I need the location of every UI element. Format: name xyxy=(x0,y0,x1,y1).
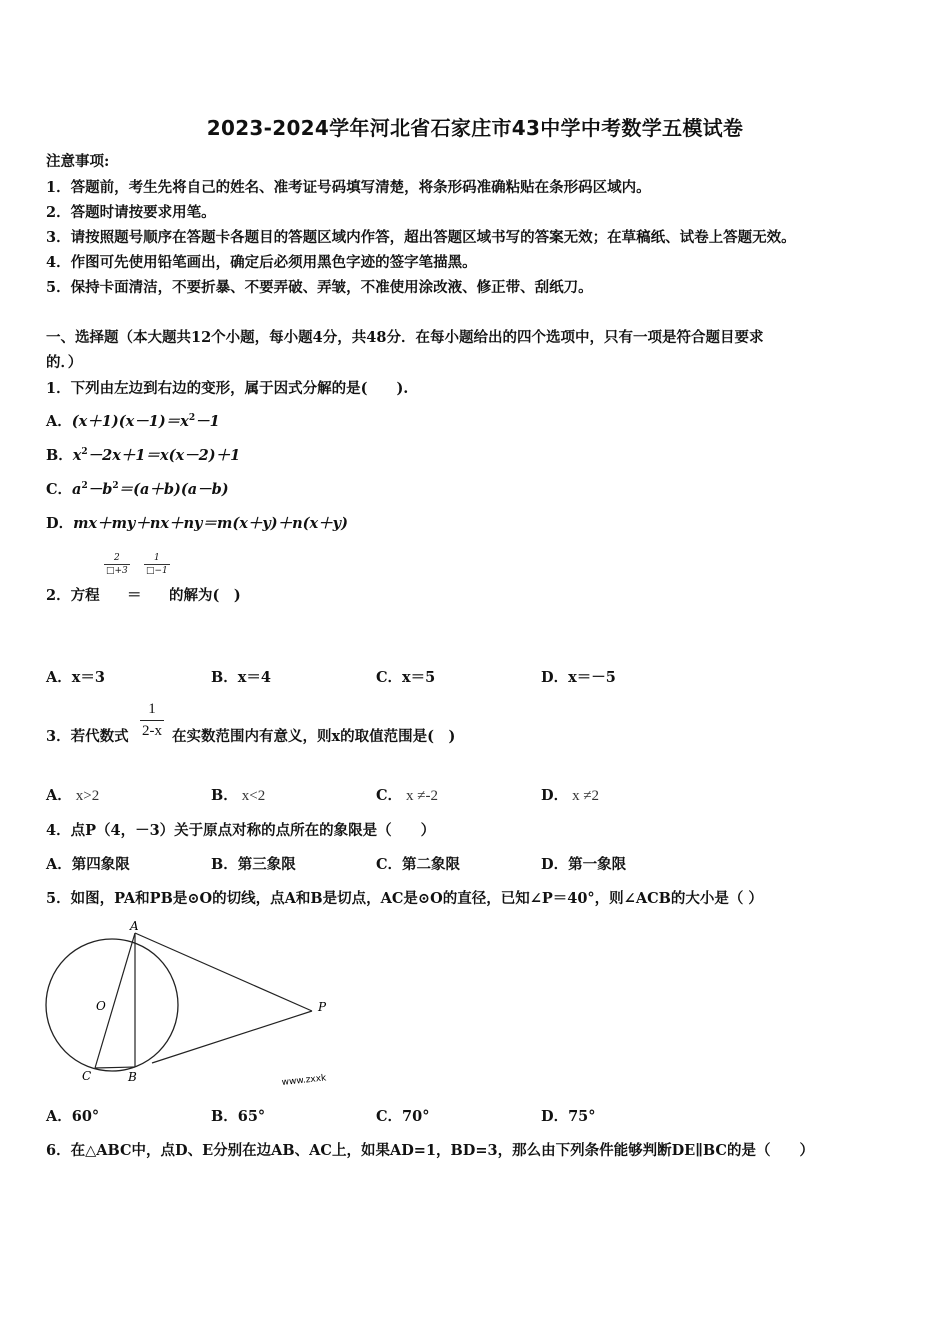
q1-stem: 1．下列由左边到右边的变形，属于因式分解的是( ). xyxy=(46,380,409,397)
q2-equals: ＝ xyxy=(127,587,142,604)
q2-fraction-2 xyxy=(144,553,170,576)
q5-option-c: C．70° xyxy=(376,1108,430,1125)
q3-prefix: 3．若代数式 xyxy=(46,728,129,745)
q5-stem: 5．如图，PA和PB是⊙O的切线，点A和B是切点，AC是⊙O的直径，已知∠P＝40°，则∠ACB的大小是（ ） xyxy=(46,890,763,907)
q1-option-a-label: A． xyxy=(46,413,72,430)
q2-prefix: 2．方程 xyxy=(46,587,100,604)
label-a: A xyxy=(130,919,139,933)
q3-fraction xyxy=(140,701,164,740)
notice-item-4: 4．作图可先使用铅笔画出，确定后必须用黑色字迹的签字笔描黑。 xyxy=(46,254,477,271)
q2-fraction-1 xyxy=(104,553,130,576)
tangent-pa xyxy=(135,933,312,1011)
q4-option-d: D．第一象限 xyxy=(541,856,627,873)
q6-stem: 6．在△ABC中，点D、E分别在边AB、AC上，如果AD=1，BD=3，那么由下列条件能够判断DE∥BC的是（ ） xyxy=(46,1142,814,1159)
section-heading-line2: 的．） xyxy=(46,354,83,371)
q1-option-b: B．$x^2-2x+1=x(x-2)+1$ xyxy=(46,447,241,464)
section-heading-line1: 一、选择题（本大题共12个小题，每小题4分，共48分．在每小题给出的四个选项中，只有一项是符合题目要求 xyxy=(46,329,764,346)
q5-option-a: A．60° xyxy=(46,1108,100,1125)
q2-fraction-2-numerator: 1 xyxy=(154,553,160,563)
q3-suffix: 在实数范围内有意义，则x的取值范围是( ) xyxy=(172,728,456,745)
q4-option-a: A．第四象限 xyxy=(46,856,130,873)
q1-option-a: A．$(x+1)(x-1)=x^2-1$ xyxy=(46,413,220,430)
label-p: P xyxy=(318,1000,327,1014)
q4-option-c: C．第二象限 xyxy=(376,856,461,873)
q3-option-c: C． x ≠-2 xyxy=(376,787,439,804)
q4-stem: 4．点P（4，－3）关于原点对称的点所在的象限是（ ） xyxy=(46,822,436,839)
q2-fraction-1-numerator: 2 xyxy=(114,553,120,563)
q2-fraction-2-denominator: □−1 xyxy=(146,566,168,576)
label-o: O xyxy=(96,999,106,1013)
q1-option-d: D．mx＋my＋nx＋ny＝m(x＋y)＋n(x＋y) xyxy=(46,515,348,532)
q5-figure xyxy=(40,915,350,1095)
notice-item-2: 2．答题时请按要求用笔。 xyxy=(46,204,216,221)
notice-heading: 注意事项: xyxy=(46,153,110,170)
q1-option-c: C．$a^2-b^2=(a+b)(a-b)$ xyxy=(46,481,229,498)
q2-suffix: 的解为( ) xyxy=(169,587,241,604)
q2-fraction-1-denominator: □+3 xyxy=(106,566,128,576)
notice-item-3: 3．请按照题号顺序在答题卡各题目的答题区域内作答，超出答题区域书写的答案无效；在草稿纸、试卷上答题无效。 xyxy=(46,229,796,246)
q4-option-b: B．第三象限 xyxy=(211,856,296,873)
q1-option-c-label: C． xyxy=(46,481,73,498)
q3-option-d: D． x ≠2 xyxy=(541,787,600,804)
q2-option-d: D．x＝－5 xyxy=(541,669,616,686)
notice-item-5: 5．保持卡面清洁，不要折暴、不要弄破、弄皱，不准使用涂改液、修正带、刮纸刀。 xyxy=(46,279,593,296)
label-b: B xyxy=(128,1070,137,1084)
q5-option-b: B．65° xyxy=(211,1108,266,1125)
q1-option-d-label: D． xyxy=(46,515,74,532)
figure-watermark: www.zxxk xyxy=(281,1073,327,1088)
label-c: C xyxy=(82,1069,92,1083)
q3-option-a: A． x>2 xyxy=(46,787,100,804)
q3-option-b: B． x<2 xyxy=(211,787,266,804)
q3-fraction-denominator: 2-x xyxy=(140,720,164,740)
q2-option-a: A．x＝3 xyxy=(46,669,105,686)
page-title: 2023-2024学年河北省石家庄市43中学中考数学五模试卷 xyxy=(206,116,744,140)
q5-option-d: D．75° xyxy=(541,1108,596,1125)
notice-item-1: 1．答题前，考生先将自己的姓名、准考证号码填写清楚，将条形码准确粘贴在条形码区域内。 xyxy=(46,179,651,196)
q3-fraction-numerator: 1 xyxy=(148,701,156,717)
q2-option-b: B．x＝4 xyxy=(211,669,271,686)
q1-option-b-label: B． xyxy=(46,447,73,464)
chord-cb xyxy=(95,1067,135,1068)
circle-o xyxy=(46,939,178,1071)
q2-option-c: C．x＝5 xyxy=(376,669,436,686)
